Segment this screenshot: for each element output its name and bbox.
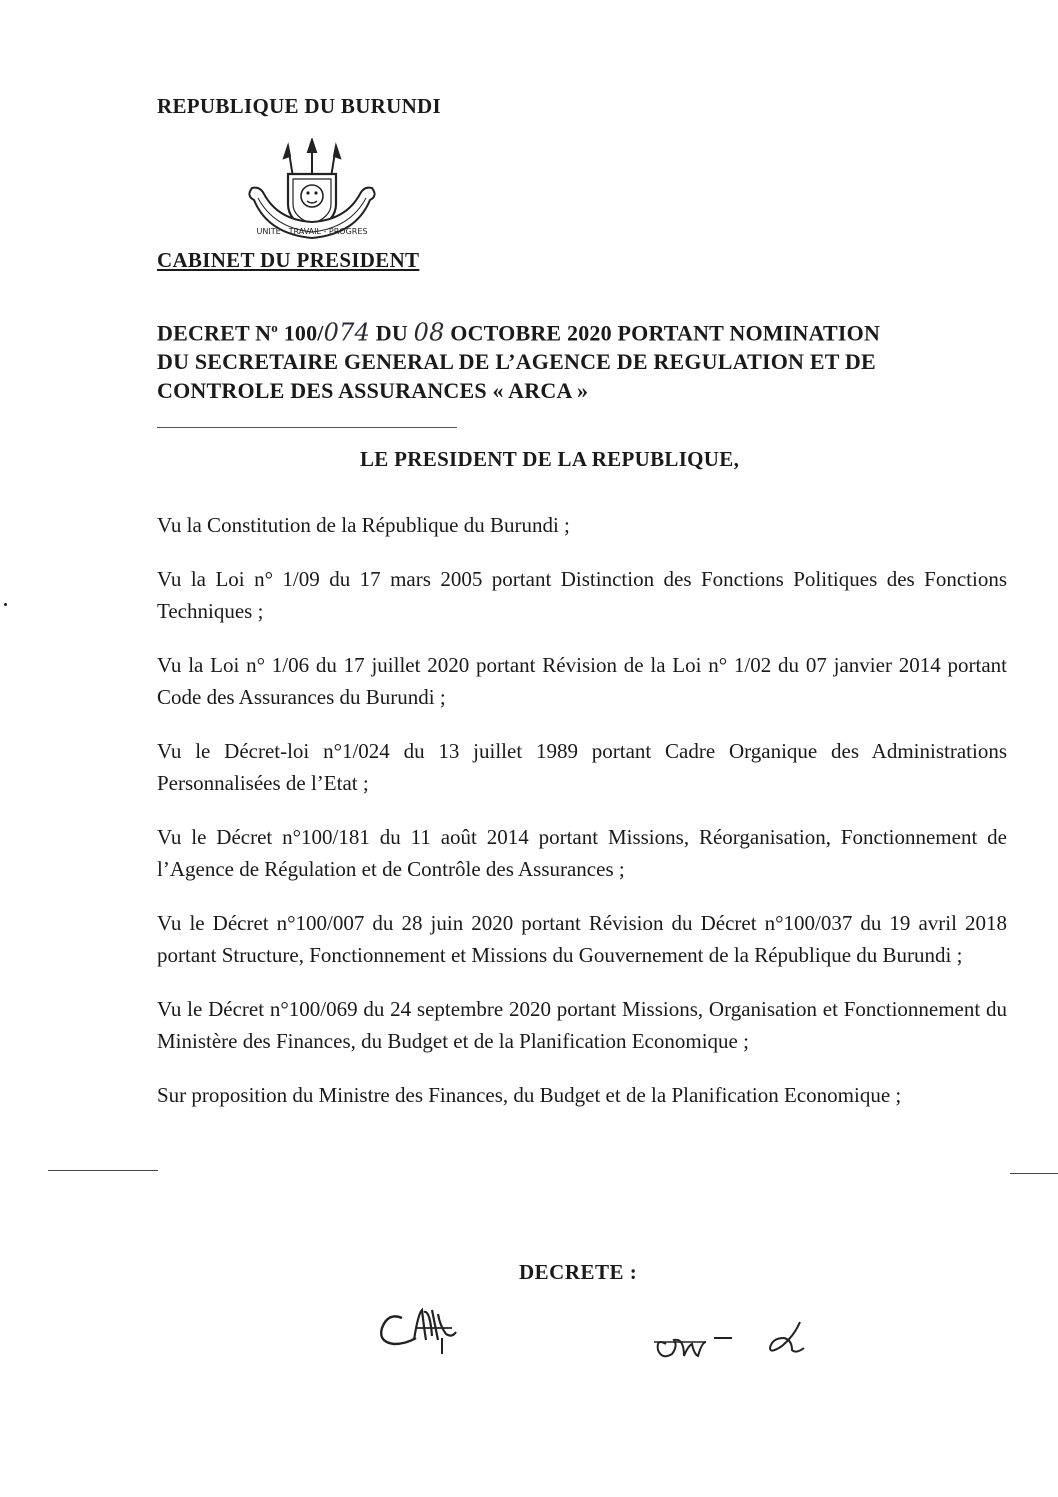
decree-title xyxy=(157,313,1007,405)
scan-artifact-dot xyxy=(4,603,7,606)
emblem-motto: UNITE - TRAVAIL - PROGRES xyxy=(256,227,368,236)
title-degree: o xyxy=(271,320,278,335)
visa-paragraph: Vu la Loi n° 1/09 du 17 mars 2005 portant Distinction des Fonctions Politiques des Fonctions Techniques ; xyxy=(157,567,1007,623)
visa-paragraph: Vu le Décret n°100/181 du 11 août 2014 portant Missions, Réorganisation, Fonctionnement de l’Agence de Régulation et de Contrôle des Assurances ; xyxy=(157,825,1007,881)
president-heading: LE PRESIDENT DE LA REPUBLIQUE, xyxy=(360,447,740,471)
handwritten-day: 08 xyxy=(413,318,445,347)
title-line3: CONTROLE DES ASSURANCES « ARCA » xyxy=(157,378,589,404)
scan-artifact-line xyxy=(1010,1173,1058,1174)
title-number-printed: 100/ xyxy=(283,320,324,346)
visa-paragraph: Vu le Décret n°100/007 du 28 juin 2020 portant Révision du Décret n°100/037 du 19 avril 2018 portant Structure, Fonctionnement et Missions du Gouvernement de la République du Burundi ; xyxy=(157,911,1007,967)
title-line2: DU SECRETAIRE GENERAL DE L’AGENCE DE REGULATION ET DE xyxy=(157,349,876,375)
visa-paragraph: Vu le Décret n°100/069 du 24 septembre 2020 portant Missions, Organisation et Fonctionnement du Ministère des Finances, du Budget et de la Planification Economique ; xyxy=(157,997,1007,1053)
visa-paragraph: Sur proposition du Ministre des Finances, du Budget et de la Planification Economique ; xyxy=(157,1083,902,1107)
coat-of-arms-emblem xyxy=(244,138,380,248)
scan-artifact-line xyxy=(48,1170,158,1171)
visa-paragraph: Vu la Constitution de la République du Burundi ; xyxy=(157,513,570,537)
handwritten-initials-right xyxy=(652,1316,812,1366)
visas-section xyxy=(157,509,1007,1133)
title-rest-line1: OCTOBRE 2020 PORTANT NOMINATION xyxy=(450,320,881,346)
cabinet-heading: CABINET DU PRESIDENT xyxy=(157,248,420,272)
handwritten-initials-left xyxy=(376,1300,466,1360)
handwritten-decree-number: 074 xyxy=(323,318,371,347)
visa-paragraph: Vu la Loi n° 1/06 du 17 juillet 2020 portant Révision de la Loi n° 1/02 du 07 janvier 2014 portant Code des Assurances du Burundi ; xyxy=(157,653,1007,709)
title-du: DU xyxy=(375,320,408,346)
decrete-heading: DECRETE : xyxy=(519,1260,638,1284)
visa-paragraph: Vu le Décret-loi n°1/024 du 13 juillet 1989 portant Cadre Organique des Administrations Personnalisées de l’Etat ; xyxy=(157,739,1007,795)
country-heading: REPUBLIQUE DU BURUNDI xyxy=(157,94,441,118)
title-prefix: DECRET N xyxy=(157,320,272,346)
title-separator-rule xyxy=(157,427,457,428)
